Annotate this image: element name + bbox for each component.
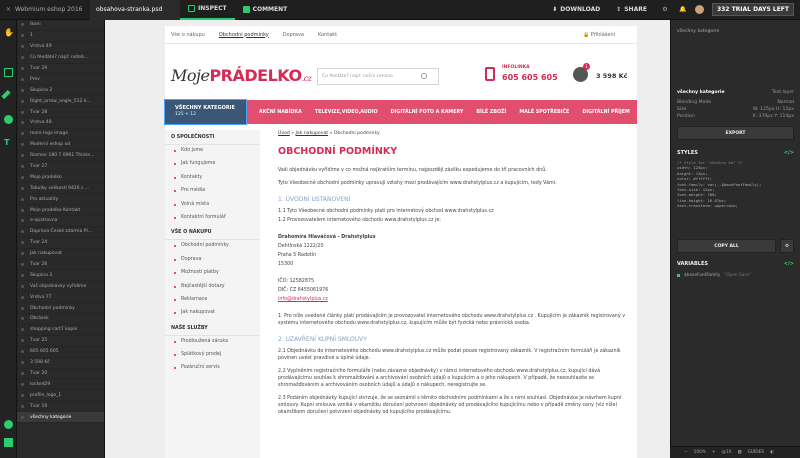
cart-count-badge: 1 xyxy=(583,63,590,70)
logo-prefix: Moje xyxy=(171,66,210,85)
tab-project[interactable] xyxy=(0,0,90,20)
brush-icon[interactable] xyxy=(4,115,13,124)
layer-label: Skupina 2 xyxy=(30,87,53,93)
blending-row xyxy=(671,99,800,106)
position-value: X: 370px Y: 114px xyxy=(752,114,794,119)
avatar[interactable] xyxy=(695,5,704,14)
side-menu-item[interactable]: Nejčastější dotazy xyxy=(165,281,260,294)
layer-item[interactable] xyxy=(17,303,104,314)
size-row xyxy=(671,106,800,113)
layer-search-value: všechny kategorie xyxy=(677,29,720,34)
web-header xyxy=(165,44,637,100)
css-code-line: font-family: var(--$baseFontFamily); xyxy=(677,181,762,187)
download-icon: ⬇ xyxy=(552,6,558,13)
clause-paragraph: 2.3 Podáním objednávky kupující stvrzuje, že se seznámil s těmito obchodními podmínkami a že s nimi souhlasí. Objednávka je návrhem kupní smlouvy. Kupní smlouva vzniká v okamžiku doručení potvrzení objednávky od prodávajícího kupujícímu nebo v případě změny ceny (viz níže) okamžikem doručení potvrzení objednávky od kupujícího prodávajícímu. xyxy=(278,396,622,415)
layer-eye-icon[interactable] xyxy=(21,394,24,397)
layer-label: 3 598 Kč xyxy=(30,360,50,366)
layer-label: Tvar 29 xyxy=(30,66,48,71)
inspector-panel xyxy=(670,20,800,458)
layer-label: profile_logo_1 xyxy=(30,392,62,398)
menu-item[interactable]: DIGITÁLNÍ PŘÍJEM xyxy=(582,109,630,115)
logo-main: PRÁDELKO xyxy=(209,66,302,85)
position-row xyxy=(671,113,800,120)
layer-eye-icon[interactable] xyxy=(21,198,24,201)
ico-line: IČO: 12582875 xyxy=(278,279,315,284)
logo-suffix: .cz xyxy=(301,74,312,83)
scale-select[interactable]: @1X xyxy=(721,450,732,455)
layer-item[interactable] xyxy=(17,74,104,85)
grid-icon[interactable]: ▦ xyxy=(737,450,742,455)
trial-label: 332 TRIAL DAYS LEFT xyxy=(716,6,789,13)
css-code-line: line-height: 16.07px; xyxy=(677,197,727,203)
layers-icon[interactable] xyxy=(4,68,13,77)
size-label: Size xyxy=(677,107,687,112)
clause-line: 1.2 Provozovatelem internetového obchodu www.drahstylplus.cz je: xyxy=(278,218,441,223)
layer-label: Prev xyxy=(30,76,40,82)
menu-item[interactable]: AKČNÍ NABÍDKA xyxy=(259,109,302,115)
tab-file[interactable] xyxy=(90,0,180,20)
top-toolbar xyxy=(0,0,800,20)
blending-value: Normal xyxy=(777,100,794,105)
layer-eye-icon[interactable] xyxy=(21,285,24,288)
comment-icon xyxy=(243,6,250,13)
page-title: OBCHODNÍ PODMÍNKY xyxy=(278,146,398,157)
layer-eye-icon[interactable] xyxy=(21,307,24,310)
layer-eye-icon[interactable] xyxy=(21,219,24,222)
topnav-link-active[interactable]: Obchodní podmínky xyxy=(218,31,269,38)
layer-item[interactable] xyxy=(17,270,104,281)
layer-eye-icon[interactable] xyxy=(21,34,24,37)
css-code-line: width: 125px; xyxy=(677,165,708,171)
inspect-button[interactable] xyxy=(180,0,235,20)
site-logo[interactable] xyxy=(171,66,311,85)
side-menu-item[interactable]: Pozáruční servis xyxy=(165,362,260,375)
search-placeholder: Co hledáte? např. noční Lenovo xyxy=(322,74,393,79)
menu-item[interactable]: DIGITÁLNÍ FOTO A KAMERY xyxy=(390,109,464,115)
layer-eye-icon[interactable] xyxy=(21,296,24,299)
layer-item[interactable] xyxy=(17,325,104,336)
layer-eye-icon[interactable] xyxy=(21,132,24,135)
layer-label: Vrstva 49 xyxy=(30,44,52,50)
dic-line: DIČ: CZ 6455061976 xyxy=(278,288,329,293)
layer-label: Mojo pradelko xyxy=(30,174,62,180)
infoline-label: INFOLINKA xyxy=(502,65,530,70)
layer-item[interactable] xyxy=(17,336,104,347)
side-menu-item[interactable]: Jak nakupovat xyxy=(165,307,260,320)
comment-label: COMMENT xyxy=(252,6,288,13)
css-code-line: font-weight: 700; xyxy=(677,192,717,198)
address-line: Dehtínská 1222/20 xyxy=(278,244,324,249)
side-menu-item[interactable]: Obchodní podmínky xyxy=(165,240,260,253)
layer-label: Tvar 24 xyxy=(30,240,48,246)
layer-label: Moderní eshop od xyxy=(30,142,71,148)
layer-label: Tvar 20 xyxy=(30,370,48,376)
code-toggle-icon[interactable]: </> xyxy=(783,150,794,156)
menu-item[interactable]: BÍLÉ ZBOŽÍ xyxy=(476,109,507,115)
layer-label: Pro aktuality xyxy=(30,196,59,202)
breadcrumb-current: Obchodní podmínky xyxy=(333,131,380,136)
layer-label: Skupina 3 xyxy=(30,272,53,278)
blending-label: Blending Mode xyxy=(677,100,712,105)
layer-label: Co hledáte? např. noteb... xyxy=(30,55,89,61)
side-menu-item[interactable]: Doprava xyxy=(165,254,260,267)
layer-label: Obchodní podmínky xyxy=(30,305,75,311)
share-button[interactable] xyxy=(608,0,655,20)
company-name: Drahomíra Hlaváčová - Drahstylplus xyxy=(278,235,376,240)
topnav-link[interactable]: Doprava xyxy=(282,31,304,38)
all-categories-count: 125 + 12 xyxy=(175,112,196,117)
guides-toggle[interactable]: GUIDES xyxy=(747,450,765,455)
layer-item[interactable] xyxy=(17,96,104,107)
layer-label: Tvar 19 xyxy=(30,403,48,409)
layer-eye-icon[interactable] xyxy=(21,89,24,92)
layer-label: Vaš objednávky vyřídíme xyxy=(30,283,87,289)
layer-eye-icon[interactable] xyxy=(21,45,24,48)
styles-label: STYLES xyxy=(677,150,698,156)
layer-label: 1 xyxy=(30,33,33,39)
layer-item[interactable] xyxy=(17,85,104,96)
layer-item[interactable] xyxy=(17,129,104,140)
layer-item[interactable] xyxy=(17,401,104,412)
layer-eye-icon[interactable] xyxy=(21,416,24,419)
cart-price[interactable]: 3 598 Kč xyxy=(596,72,628,80)
side-section-title: O SPOLEČNOSTI xyxy=(165,130,260,145)
all-categories-label: VŠECHNY KATEGORIE xyxy=(175,105,235,111)
layer-label: Ikoni xyxy=(30,22,41,28)
layer-eye-icon[interactable] xyxy=(21,241,24,244)
clause-paragraph: 2.2 Vyplněním registračního formuláře (nebo závazné objednávky) v rámci internetového obchodu www.drahstylplus.cz, kupující dává prodávajícímu souhlas k shromažďování a archivování osobních údajů o kupujícím a o jeho nákupech. V případě, že nesouhlasíte se shromažďováním a archivováním osobních údajů a údajů o nákupech, neregistrujte se. xyxy=(278,369,601,388)
layer-eye-icon[interactable] xyxy=(21,252,24,255)
layer-item[interactable] xyxy=(17,412,104,423)
breadcrumb: Úvod » Jak nakupovat » Obchodní podmínky xyxy=(278,131,380,136)
variables-header xyxy=(671,261,800,267)
layer-eye-icon[interactable] xyxy=(21,165,24,168)
layer-item[interactable] xyxy=(17,314,104,325)
layer-label: 605 605 605 xyxy=(30,349,59,355)
side-menu-item[interactable]: Možnosti platby xyxy=(165,267,260,280)
breadcrumb-link[interactable]: Úvod xyxy=(278,131,290,136)
layer-eye-icon[interactable] xyxy=(21,317,24,320)
code-settings-icon[interactable]: ⚙ xyxy=(780,239,794,253)
position-label: Position xyxy=(677,114,695,119)
intro-paragraph: Vaši objednávku vyřídíme v co možná nejkratším termínu, nejpozději zásilku expedujeme do tří pracovních dnů. xyxy=(278,168,547,173)
category-menu xyxy=(165,100,637,124)
menu-item[interactable]: MALÉ SPOTŘEBIČE xyxy=(519,109,570,115)
layer-item[interactable] xyxy=(17,183,104,194)
design-canvas[interactable] xyxy=(105,20,670,458)
clause-line: 1.1 Tyto Všeobecné obchodní podmínky platí pro internetový obchod www.drahstylplus.cz xyxy=(278,209,494,214)
layer-item[interactable] xyxy=(17,390,104,401)
all-categories-button[interactable] xyxy=(165,100,246,124)
layer-label: Tvar 26 xyxy=(30,262,48,268)
layer-item[interactable] xyxy=(17,31,104,42)
variable-color-icon xyxy=(677,274,680,277)
side-menu-item[interactable]: Volná místa xyxy=(165,199,260,212)
side-menu-item[interactable]: Kontaktní formulář xyxy=(165,212,260,225)
layer-eye-icon[interactable] xyxy=(21,111,24,114)
layer-item[interactable] xyxy=(17,369,104,380)
breadcrumb-link[interactable]: Jak nakupovat xyxy=(295,131,329,136)
side-section-title: NAŠE SLUŽBY xyxy=(165,321,260,336)
layer-item[interactable] xyxy=(17,216,104,227)
layer-item[interactable] xyxy=(17,358,104,369)
variable-name: $baseFontFamily xyxy=(684,273,721,279)
layer-item[interactable] xyxy=(17,64,104,75)
login-label: Přihlášení xyxy=(590,31,615,38)
download-button[interactable] xyxy=(544,0,608,20)
layer-eye-icon[interactable] xyxy=(21,67,24,70)
layer-item[interactable] xyxy=(17,205,104,216)
side-menu xyxy=(165,130,260,458)
trial-badge[interactable] xyxy=(712,3,794,16)
hand-icon[interactable]: ✋ xyxy=(4,28,14,37)
layer-label: more logo image xyxy=(30,131,69,137)
layer-item[interactable] xyxy=(17,379,104,390)
selected-layer-name: všechny kategorie xyxy=(677,90,725,95)
layer-label: Mojo pradelko Kontakt xyxy=(30,207,81,213)
layer-eye-icon[interactable] xyxy=(21,100,24,103)
side-menu-item[interactable]: Prodloužená záruka xyxy=(165,336,260,349)
layer-label: Tvar 27 xyxy=(30,164,48,170)
layer-eye-icon[interactable] xyxy=(21,372,24,375)
variable-value: "Open Sans" xyxy=(724,273,752,279)
share-icon: ⇪ xyxy=(616,6,622,13)
layer-item[interactable] xyxy=(17,172,104,183)
layer-item[interactable] xyxy=(17,53,104,64)
asset-icon[interactable] xyxy=(4,438,13,447)
layer-item[interactable] xyxy=(17,249,104,260)
section-heading: 1. ÚVODNÍ USTANOVENÍ xyxy=(278,196,351,203)
side-menu-item[interactable]: Reklamace xyxy=(165,294,260,307)
email-link[interactable]: info@drahstylplus.cz xyxy=(278,297,328,302)
layer-item[interactable] xyxy=(17,227,104,238)
layer-item[interactable] xyxy=(17,42,104,53)
css-code-line: height: 12px; xyxy=(677,170,708,176)
topnav-link[interactable]: Kontakt xyxy=(317,31,338,38)
inspect-label: INSPECT xyxy=(198,5,227,12)
layer-eye-icon[interactable] xyxy=(21,121,24,124)
layer-eye-icon[interactable] xyxy=(21,405,24,408)
login-link[interactable]: 🔒 Přihlášení xyxy=(582,31,615,38)
variables-label: VARIABLES xyxy=(677,260,708,267)
layer-item[interactable] xyxy=(17,118,104,129)
address-line: 15300 xyxy=(278,262,294,267)
side-menu-item[interactable]: Pro média xyxy=(165,185,260,198)
css-code-block[interactable] xyxy=(677,160,794,209)
side-menu-item[interactable]: Jak fungujeme xyxy=(165,158,260,171)
layer-eye-icon[interactable] xyxy=(21,383,24,386)
layer-label: Tabulky velikostí 9426 s ... xyxy=(30,185,90,191)
variable-row[interactable] xyxy=(671,272,800,280)
layer-item[interactable] xyxy=(17,238,104,249)
layer-eye-icon[interactable] xyxy=(21,176,24,179)
zoom-in-icon[interactable]: + xyxy=(711,450,716,455)
notification-icon[interactable]: 🔔 xyxy=(679,6,687,13)
layer-eye-icon[interactable] xyxy=(21,274,24,277)
layer-item[interactable] xyxy=(17,260,104,271)
layer-eye-icon[interactable] xyxy=(21,23,24,26)
menu-item[interactable]: TELEVIZE,VIDEO,AUDIO xyxy=(314,109,378,115)
layer-label: e-opatrovna xyxy=(30,218,58,224)
comment-button[interactable] xyxy=(235,0,296,20)
css-code-line: text-transform: uppercase; xyxy=(677,203,738,209)
tab-file-label: obsahova-stranka.psd xyxy=(96,6,163,13)
clause-paragraph: 2.1 Objednávku do internetového obchodu www.drahstylplus.cz může podat pouze registrovaný zákazník. V registračním formuláři je zákazník povinen uvést pravdivé a úplné údaje. xyxy=(278,349,621,361)
zoom-level[interactable]: 100% xyxy=(693,450,706,455)
layer-label: Vrstva 77 xyxy=(30,294,52,300)
artboard xyxy=(165,26,637,458)
status-bar xyxy=(670,446,800,458)
layer-item[interactable] xyxy=(17,140,104,151)
layer-eye-icon[interactable] xyxy=(21,339,24,342)
text-icon[interactable]: T xyxy=(4,138,10,147)
layer-label: Jak nakupovat xyxy=(30,251,62,257)
css-code-line: color: #ffffff; xyxy=(677,176,713,182)
layer-eye-icon[interactable] xyxy=(21,56,24,59)
layer-label: Rozmer 180 7 0961 Thinks... xyxy=(30,153,95,159)
css-code-line: /* Style for "všechny ka" */ xyxy=(677,160,743,165)
size-value: W: 125px H: 12px xyxy=(752,107,794,112)
layer-eye-icon[interactable] xyxy=(21,187,24,190)
tool-strip xyxy=(0,20,17,458)
export-label: EXPORT xyxy=(725,131,746,136)
layer-label: Obrázek xyxy=(30,316,49,322)
layer-eye-icon[interactable] xyxy=(21,143,24,146)
variables-code-icon[interactable]: </> xyxy=(783,260,794,267)
search-icon[interactable] xyxy=(421,73,427,79)
styles-header xyxy=(671,150,800,156)
copy-all-button[interactable] xyxy=(677,239,776,253)
guides-icon[interactable]: ◐ xyxy=(770,450,774,455)
layer-label: Right_arrow_angle_512 k... xyxy=(30,98,91,104)
layer-eye-icon[interactable] xyxy=(21,263,24,266)
intro-paragraph: Tyto Všeobecné obchodní podmínky upravují vztahy mezi prodávajícím www.drahstylplus.cz a kupujícím, tedy Vámi. xyxy=(278,181,557,186)
inspect-icon xyxy=(188,5,195,12)
main-content xyxy=(278,130,628,422)
phone-icon xyxy=(485,67,495,81)
export-button[interactable] xyxy=(677,126,794,140)
download-label: DOWNLOAD xyxy=(560,6,601,13)
layer-item[interactable] xyxy=(17,347,104,358)
layer-item[interactable] xyxy=(17,107,104,118)
layer-eye-icon[interactable] xyxy=(21,361,24,364)
side-menu-item[interactable]: Splátkový prodej xyxy=(165,349,260,362)
selected-layer-type: Text layer xyxy=(771,90,794,95)
layer-label: Vrstva 48 xyxy=(30,120,52,126)
css-code-line: font-size: 12px; xyxy=(677,187,715,193)
layer-eye-icon[interactable] xyxy=(21,154,24,157)
layer-item[interactable] xyxy=(17,20,104,31)
infoline-phone[interactable]: 605 605 605 xyxy=(502,73,558,82)
layer-item[interactable] xyxy=(17,292,104,303)
side-menu-item[interactable]: Kdo jsme xyxy=(165,145,260,158)
section-heading: 2. UZAVŘENÍ KUPNÍ SMLOUVY xyxy=(278,336,367,343)
layer-search-field[interactable] xyxy=(677,29,794,37)
zoom-out-icon[interactable]: − xyxy=(684,450,688,455)
topnav-link[interactable]: Vše o nákupu xyxy=(171,31,205,38)
layer-eye-icon[interactable] xyxy=(21,328,24,331)
tab-close-icon[interactable]: ✕ xyxy=(6,6,12,13)
layer-item[interactable] xyxy=(17,281,104,292)
layer-item[interactable] xyxy=(17,194,104,205)
layers-panel xyxy=(17,20,105,458)
layer-eye-icon[interactable] xyxy=(21,230,24,233)
layer-label: locked29 xyxy=(30,381,51,387)
layer-item[interactable] xyxy=(17,151,104,162)
layer-label: Doprava České zdarma Pl... xyxy=(30,229,93,235)
settings-icon[interactable]: ⚙ xyxy=(662,6,668,13)
share-label: SHARE xyxy=(624,6,647,13)
layer-label: shopping cart7 kopie xyxy=(30,327,78,333)
shape-icon[interactable] xyxy=(4,420,13,429)
clause-paragraph: 1. Pro níže uvedené články platí prodávajícím je provozovatel internetového obchodu www.drahstylplus.cz . Kupujícím je zákazník registrovaný v systému internetového obchodu www.drahstylplus.cz, kupujícím může být fyzická nebo právnická osoba. xyxy=(278,314,626,326)
address-line: Praha 5 Radotín xyxy=(278,253,317,258)
copy-row xyxy=(677,239,794,253)
layer-eye-icon[interactable] xyxy=(21,78,24,81)
layer-item[interactable] xyxy=(17,162,104,173)
side-menu-item[interactable]: Kontakty xyxy=(165,172,260,185)
layer-label: všechny kategorie xyxy=(30,414,72,420)
selected-layer-header xyxy=(671,90,800,99)
layer-eye-icon[interactable] xyxy=(21,209,24,212)
web-top-nav xyxy=(165,26,637,44)
copy-all-label: COPY ALL xyxy=(714,243,739,249)
infoline xyxy=(502,65,558,88)
side-section-title: VŠE O NÁKUPU xyxy=(165,225,260,240)
pen-icon[interactable] xyxy=(1,90,10,99)
layer-eye-icon[interactable] xyxy=(21,350,24,353)
layer-label: Tvar 25 xyxy=(30,338,48,344)
tab-project-label: Webmium eshop 2016 xyxy=(15,6,83,13)
layer-label: Tvar 28 xyxy=(30,109,48,115)
